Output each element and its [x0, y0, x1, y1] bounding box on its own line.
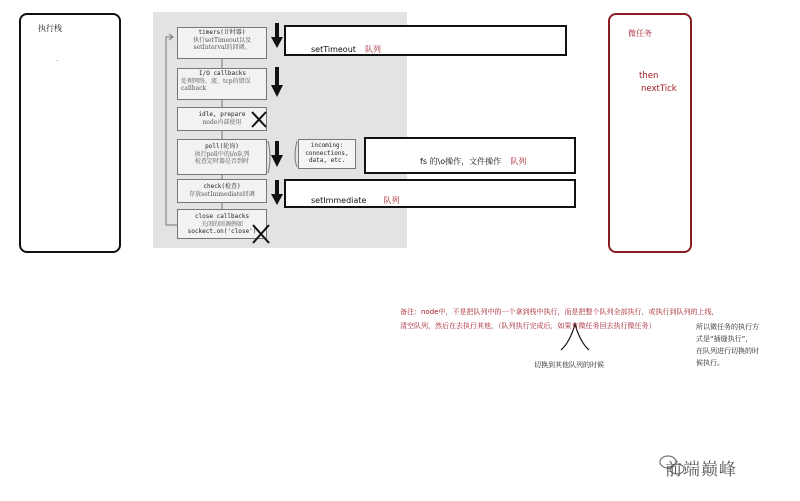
down-arrow-icon-1 — [271, 23, 283, 48]
note-line-2: 清空队列，然后在去执行其他，（队列执行完成后，如果有微任务回去执行微任务） — [400, 322, 656, 330]
note-line-1: 备注：node中，不是把队列中的一个拿到栈中执行，而是把整个队列全部执行，或执行到队列的上线， — [400, 308, 719, 316]
fs-suffix: 队列 — [510, 157, 527, 166]
brand-watermark: 前端巅峰 — [665, 460, 737, 480]
phase-check-desc1: 存放setImmediate回调 — [189, 190, 255, 198]
phase-idle-name: idle, prepare — [198, 111, 246, 118]
microtask-item-then: then — [639, 71, 659, 81]
phase-close-name: close callbacks — [194, 213, 250, 220]
down-arrow-icon-2 — [271, 67, 283, 97]
fs-label: fs 的\o操作，文件操作 — [420, 157, 502, 166]
phase-timers-desc1: 执行setTimeout以及 — [192, 36, 252, 44]
right-note-line-2: 式是“插缝执行”， — [696, 335, 753, 343]
phase-close-desc2: sockect.on('close') — [187, 228, 257, 235]
setimmediate-suffix: 队列 — [383, 196, 400, 205]
phase-timers-desc2: setInterval的回调。 — [193, 44, 251, 51]
down-arrow-icons — [271, 23, 283, 205]
settimeout-label: setTimeout — [311, 45, 356, 54]
microtask-item-nexttick: nextTick — [641, 84, 677, 94]
phase-check-name: check(检查) — [203, 183, 241, 190]
right-note-line-4: 候执行。 — [696, 359, 724, 367]
phase-close-desc1: 关闭的回调例如 — [200, 220, 243, 228]
call-stack-title: 执行栈 — [38, 24, 62, 33]
right-note-line-1: 所以微任务的执行方 — [696, 323, 759, 331]
phase-idle-desc1: node内部使用 — [202, 118, 242, 126]
settimeout-suffix: 队列 — [365, 45, 381, 54]
phase-timers-name: timers(计时器) — [198, 29, 246, 36]
switch-label: 切换到其他队列的时候 — [534, 361, 604, 369]
right-note-line-3: 在队列进行切换的时 — [696, 347, 759, 355]
cross-icon-idle — [252, 112, 266, 127]
loop-return-line — [166, 34, 177, 225]
right-note — [696, 321, 759, 369]
phase-io-name: I/O callbacks — [199, 70, 246, 77]
phase-io-desc1: 处理网络、流、tcp的错误 — [181, 77, 251, 85]
down-arrow-icon-4 — [271, 180, 283, 205]
incoming-line2: connections, — [305, 149, 349, 157]
setimmediate-label: setImmediate — [311, 196, 367, 205]
incoming-line1: incoming: — [310, 142, 344, 149]
phase-poll-name: poll(轮询) — [205, 143, 239, 150]
call-stack-dot: . — [56, 55, 59, 63]
down-arrow-icon-3 — [271, 141, 283, 167]
incoming-line3: data, etc. — [308, 157, 346, 164]
phase-io-desc2: callback — [181, 85, 207, 92]
phase-poll-desc1: 执行poll中的i/o队列 — [194, 150, 250, 158]
phase-poll-desc2: 检查定时器是否到时 — [194, 158, 249, 165]
microtask-title: 微任务 — [628, 29, 652, 38]
cross-icon-close — [253, 225, 269, 243]
